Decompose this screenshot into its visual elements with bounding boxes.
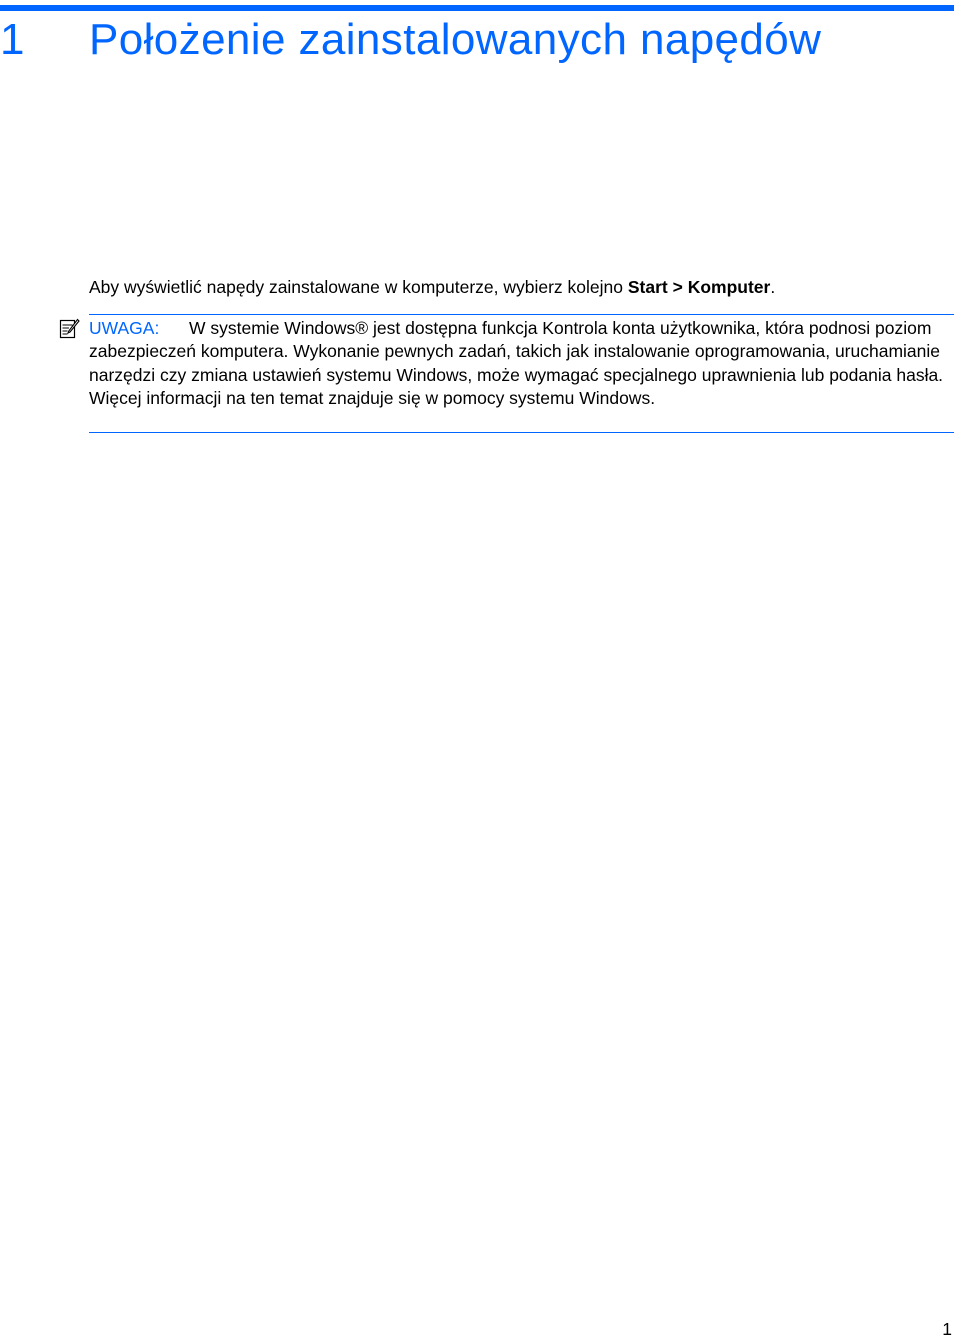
note-body: W systemie Windows® jest dostępna funkcja Kontrola konta użytkownika, która podnosi poziom zabezpieczeń komputera. Wykonanie pewnych zadań, takich jak instalowanie oprogramowania, uruchamianie narzędzi czy zmiana ustawień systemu Windows, może wymagać specjalnego uprawnienia lub podania hasła. Więcej informacji na ten temat znajduje się w pomocy systemu Windows.	[89, 318, 944, 408]
intro-end: .	[770, 277, 776, 297]
note-top-rule	[89, 314, 954, 315]
chapter-top-rule	[0, 5, 954, 11]
intro-paragraph	[89, 276, 775, 298]
chapter-number: 1	[0, 15, 25, 64]
chapter-title: Położenie zainstalowanych napędów	[89, 15, 822, 64]
note-pad-pencil-icon	[58, 317, 80, 339]
intro-text: Aby wyświetlić napędy zainstalowane w komputerze, wybierz kolejno	[89, 277, 628, 297]
note-label: UWAGA:	[89, 318, 160, 338]
note-block	[89, 317, 954, 410]
page-number: 1	[942, 1319, 952, 1339]
note-bottom-rule	[89, 432, 954, 433]
intro-menu-path: Start > Komputer	[627, 277, 771, 297]
